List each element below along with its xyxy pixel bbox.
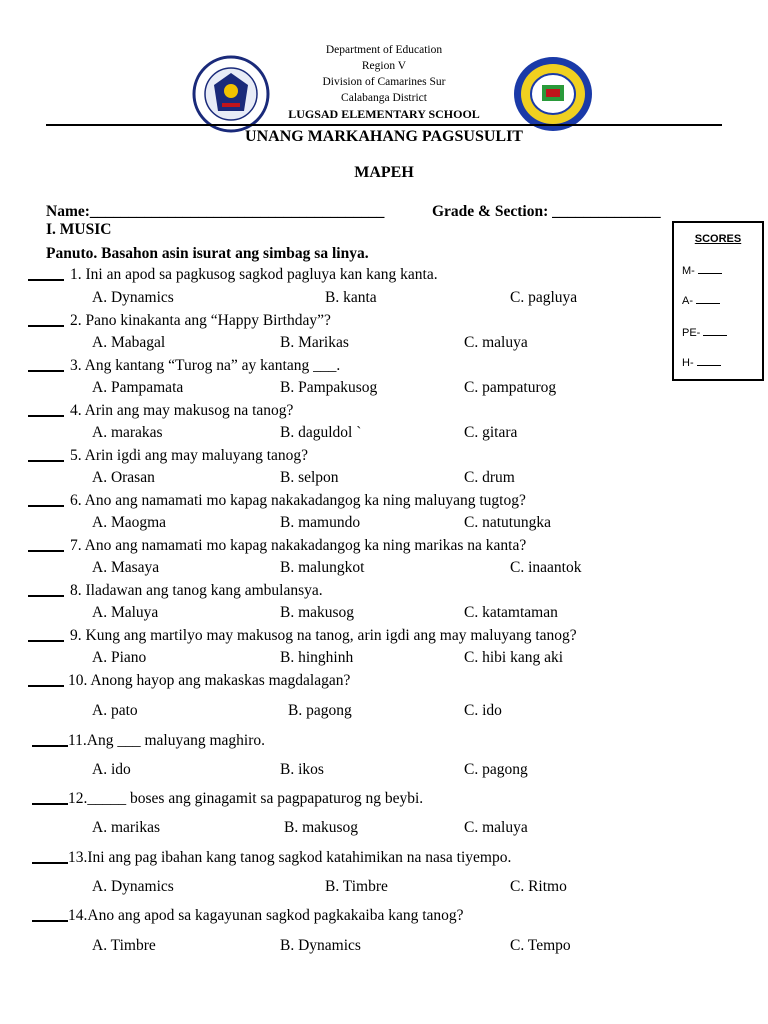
score-health: H-	[682, 357, 721, 369]
question-text: 6. Ano ang namamati mo kapag nakakadangog ka ning maluyang tugtog?	[70, 492, 526, 509]
instructions: Panuto. Basahon asin isurat ang simbag sa linya.	[46, 245, 369, 262]
option-c: C. katamtaman	[464, 604, 558, 621]
answer-blank[interactable]	[32, 803, 68, 805]
score-pe: PE-	[682, 327, 727, 339]
option-a: A. Piano	[92, 649, 147, 666]
option-b: B. Marikas	[280, 334, 349, 351]
score-arts: A-	[682, 295, 720, 307]
option-c: C. pagong	[464, 761, 528, 778]
question-text: 11.Ang ___ maluyang maghiro.	[68, 732, 266, 749]
region-line: Region V	[361, 60, 407, 72]
option-c: C. Tempo	[510, 937, 571, 954]
answer-blank[interactable]	[32, 862, 68, 864]
option-b: B. hinghinh	[280, 649, 354, 666]
option-c: C. natutungka	[464, 514, 551, 531]
question-text: 5. Arin igdi ang may maluyang tanog?	[70, 447, 309, 464]
option-b: B. Timbre	[325, 878, 388, 895]
exam-title: UNANG MARKAHANG PAGSUSULIT	[245, 128, 523, 145]
question-text: 7. Ano ang namamati mo kapag nakakadangog ka ning marikas na kanta?	[70, 537, 527, 554]
answer-blank[interactable]	[28, 550, 64, 552]
answer-blank[interactable]	[28, 279, 64, 281]
question-text: 2. Pano kinakanta ang “Happy Birthday”?	[70, 312, 331, 329]
option-c: C. pampaturog	[464, 379, 557, 396]
dept-line: Department of Education	[325, 44, 443, 56]
option-a: A. Orasan	[92, 469, 155, 486]
score-music: M-	[682, 265, 722, 277]
option-b: B. selpon	[280, 469, 339, 486]
question-text: 4. Arin ang may makusog na tanog?	[70, 402, 294, 419]
option-a: A. Timbre	[92, 937, 156, 954]
option-c: C. inaantok	[510, 559, 582, 576]
option-b: B. Pampakusog	[280, 379, 378, 396]
option-a: A. ido	[92, 761, 131, 778]
answer-blank[interactable]	[28, 640, 64, 642]
section-title: I. MUSIC	[46, 221, 112, 238]
question-text: 9. Kung ang martilyo may makusog na tanog, arin igdi ang may maluyang tanog?	[70, 627, 577, 644]
district-line: Calabanga District	[341, 92, 427, 104]
option-b: B. mamundo	[280, 514, 361, 531]
answer-blank[interactable]	[28, 460, 64, 462]
option-a: A. Dynamics	[92, 878, 174, 895]
option-c: C. maluya	[464, 819, 528, 836]
option-a: A. marikas	[92, 819, 161, 836]
scores-box	[672, 221, 764, 381]
option-c: C. hibi kang aki	[464, 649, 564, 666]
grade-section-field[interactable]: Grade & Section: ______________	[432, 203, 661, 220]
question-text: 14.Ano ang apod sa kagayunan sagkod pagkakaiba kang tanog?	[68, 907, 464, 924]
option-a: A. Pampamata	[92, 379, 184, 396]
scores-title: SCORES	[694, 233, 742, 245]
answer-blank[interactable]	[28, 415, 64, 417]
option-a: A. marakas	[92, 424, 163, 441]
question-text: 13.Ini ang pag ibahan kang tanog sagkod katahimikan na nasa tiyempo.	[68, 849, 512, 866]
school-name: LUGSAD ELEMENTARY SCHOOL	[288, 107, 480, 121]
answer-blank[interactable]	[32, 920, 68, 922]
answer-blank[interactable]	[28, 685, 64, 687]
option-c: C. drum	[464, 469, 515, 486]
question-text: 10. Anong hayop ang makaskas magdalagan?	[68, 672, 351, 689]
answer-blank[interactable]	[28, 370, 64, 372]
option-c: C. Ritmo	[510, 878, 567, 895]
option-b: B. kanta	[325, 289, 377, 306]
question-text: 1. Ini an apod sa pagkusog sagkod pagluya kan kang kanta.	[70, 266, 438, 283]
option-c: C. pagluya	[510, 289, 578, 306]
option-b: B. daguldol `	[280, 424, 362, 441]
option-c: C. ido	[464, 702, 502, 719]
division-line: Division of Camarines Sur	[322, 76, 446, 88]
option-b: B. makusog	[280, 604, 355, 621]
question-text: 12._____ boses ang ginagamit sa pagpapaturog ng beybi.	[68, 790, 424, 807]
option-a: A. Masaya	[92, 559, 160, 576]
answer-blank[interactable]	[32, 745, 68, 747]
subject-title: MAPEH	[354, 164, 414, 181]
option-a: A. Maogma	[92, 514, 167, 531]
option-a: A. Mabagal	[92, 334, 166, 351]
option-c: C. maluya	[464, 334, 528, 351]
option-a: A. pato	[92, 702, 138, 719]
option-b: B. pagong	[288, 702, 352, 719]
answer-blank[interactable]	[28, 325, 64, 327]
name-field[interactable]: Name:______________________________________	[46, 203, 385, 220]
header-divider	[46, 124, 722, 126]
option-c: C. gitara	[464, 424, 518, 441]
answer-blank[interactable]	[28, 595, 64, 597]
option-b: B. ikos	[280, 761, 324, 778]
question-text: 3. Ang kantang “Turog na” ay kantang ___.	[70, 357, 341, 374]
option-b: B. makusog	[284, 819, 359, 836]
question-text: 8. Iladawan ang tanog kang ambulansya.	[70, 582, 323, 599]
option-b: B. Dynamics	[280, 937, 361, 954]
option-a: A. Dynamics	[92, 289, 174, 306]
option-a: A. Maluya	[92, 604, 159, 621]
answer-blank[interactable]	[28, 505, 64, 507]
option-b: B. malungkot	[280, 559, 365, 576]
